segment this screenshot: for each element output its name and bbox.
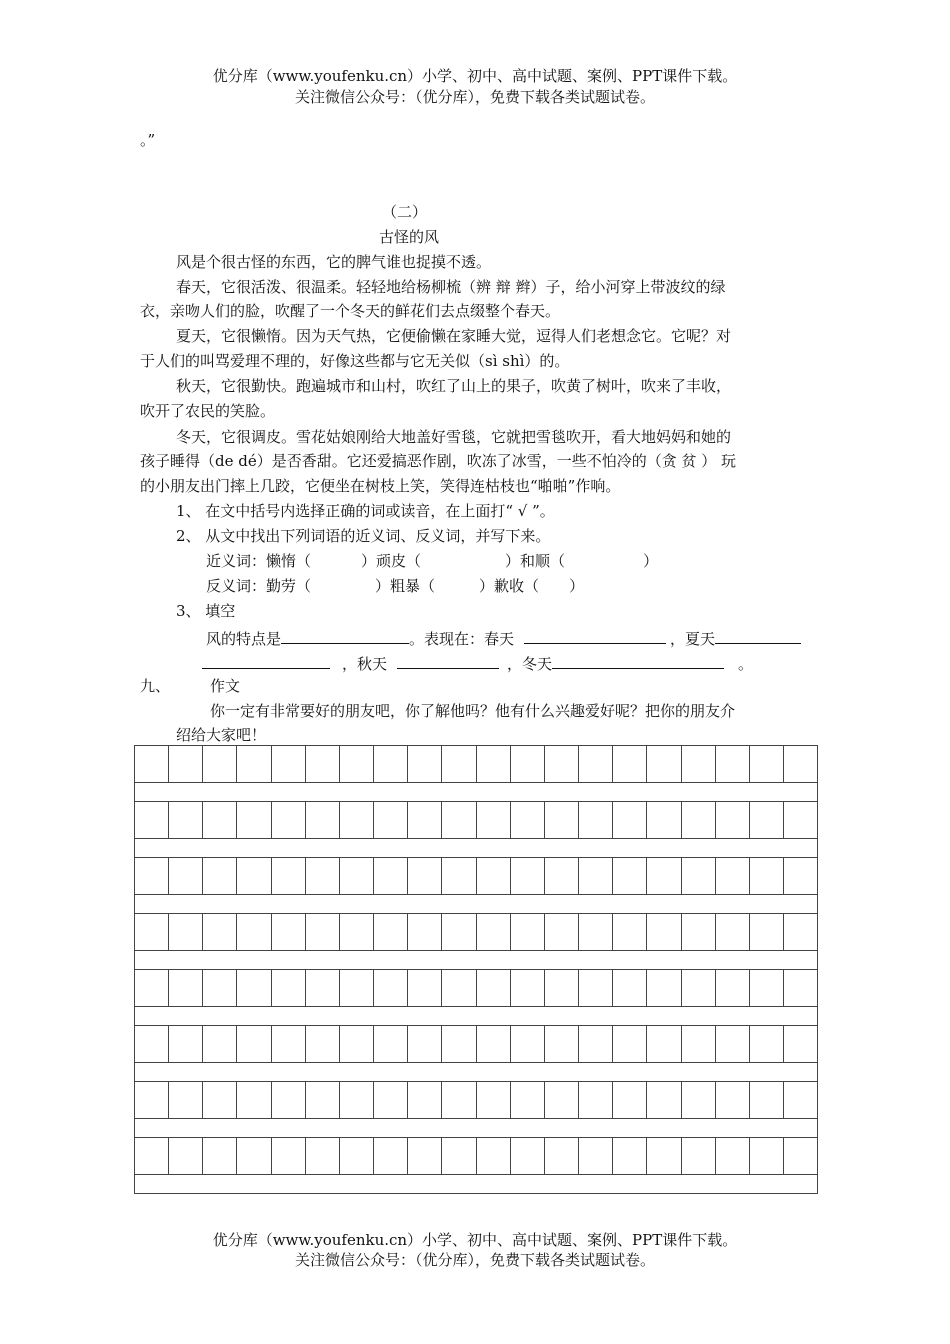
grid-cell[interactable] xyxy=(169,1026,203,1062)
fill-blank-winter[interactable] xyxy=(552,651,724,669)
grid-cell[interactable] xyxy=(272,858,306,894)
grid-cell[interactable] xyxy=(682,914,716,950)
fill-row-1 xyxy=(206,626,801,649)
grid-cell[interactable] xyxy=(374,1138,408,1174)
grid-cell[interactable] xyxy=(272,1026,306,1062)
fill-blank-spring[interactable] xyxy=(524,626,666,644)
grid-cell[interactable] xyxy=(169,746,203,782)
grid-cell[interactable] xyxy=(750,914,784,950)
paragraph-line: 于人们的叫骂爱理不理的，好像这些都与它无关似（sì shì）的。 xyxy=(140,352,570,370)
synonym-row xyxy=(206,551,658,571)
section-number: （二） xyxy=(382,203,428,221)
grid-cell[interactable] xyxy=(750,1138,784,1174)
grid-cell[interactable] xyxy=(647,1026,681,1062)
grid-cell[interactable] xyxy=(682,802,716,838)
grid-cell[interactable] xyxy=(135,858,169,894)
grid-cell[interactable] xyxy=(374,970,408,1006)
grid-row xyxy=(135,1137,817,1174)
fill-text-features: 风的特点是 xyxy=(206,630,282,648)
synonym-word-1: 懒惰（ xyxy=(266,552,312,570)
footer-line-1: 优分库（www.youfenku.cn）小学、初中、高中试题、案例、PPT课件下载。 xyxy=(212,1231,738,1249)
grid-row-gap xyxy=(135,1006,817,1025)
grid-cell[interactable] xyxy=(716,858,750,894)
grid-cell[interactable] xyxy=(306,858,340,894)
grid-cell[interactable] xyxy=(511,858,545,894)
fill-text-end: 。 xyxy=(738,655,754,673)
grid-row xyxy=(135,745,817,782)
grid-cell[interactable] xyxy=(237,1138,271,1174)
paragraph-line: 孩子睡得（de dé）是否香甜。它还爱搞恶作剧，吹冻了冰雪，一些不怕冷的（贪 贫 ） 玩 xyxy=(140,452,737,470)
grid-cell[interactable] xyxy=(203,858,237,894)
antonym-row xyxy=(206,576,584,596)
fill-blank-summer-cont[interactable] xyxy=(202,651,330,669)
grid-cell[interactable] xyxy=(135,746,169,782)
grid-cell[interactable] xyxy=(750,970,784,1006)
grid-cell[interactable] xyxy=(477,970,511,1006)
grid-cell[interactable] xyxy=(442,858,476,894)
grid-cell[interactable] xyxy=(340,1082,374,1118)
grid-cell[interactable] xyxy=(442,802,476,838)
grid-cell[interactable] xyxy=(511,802,545,838)
grid-cell[interactable] xyxy=(682,746,716,782)
grid-cell[interactable] xyxy=(647,746,681,782)
grid-cell[interactable] xyxy=(237,802,271,838)
paragraph-line: 冬天，它很调皮。雪花姑娘刚给大地盖好雪毯，它就把雪毯吹开，看大地妈妈和她的 xyxy=(176,428,732,446)
grid-row xyxy=(135,1025,817,1062)
grid-cell[interactable] xyxy=(203,802,237,838)
grid-cell[interactable] xyxy=(579,858,613,894)
grid-cell[interactable] xyxy=(750,1082,784,1118)
grid-cell[interactable] xyxy=(477,1026,511,1062)
grid-cell[interactable] xyxy=(716,1138,750,1174)
grid-cell[interactable] xyxy=(169,802,203,838)
grid-cell[interactable] xyxy=(545,1082,579,1118)
header-line-2: 关注微信公众号：（优分库），免费下载各类试题试卷。 xyxy=(294,88,655,106)
grid-cell[interactable] xyxy=(647,858,681,894)
grid-cell[interactable] xyxy=(408,858,442,894)
grid-cell[interactable] xyxy=(579,970,613,1006)
writing-grid[interactable] xyxy=(134,745,818,1194)
grid-row-gap xyxy=(135,1174,817,1194)
grid-row-gap xyxy=(135,1062,817,1081)
grid-row-gap xyxy=(135,950,817,969)
grid-cell[interactable] xyxy=(545,1138,579,1174)
grid-cell[interactable] xyxy=(545,1026,579,1062)
grid-row xyxy=(135,1081,817,1118)
header-line-1: 优分库（www.youfenku.cn）小学、初中、高中试题、案例、PPT课件下载。 xyxy=(212,67,738,85)
grid-cell[interactable] xyxy=(613,970,647,1006)
grid-cell[interactable] xyxy=(340,802,374,838)
grid-cell[interactable] xyxy=(374,914,408,950)
grid-cell[interactable] xyxy=(477,802,511,838)
grid-cell[interactable] xyxy=(374,746,408,782)
grid-cell[interactable] xyxy=(237,914,271,950)
grid-cell[interactable] xyxy=(135,802,169,838)
question-3: 3、 填空 xyxy=(176,602,236,620)
grid-cell[interactable] xyxy=(135,1082,169,1118)
paragraph-line: 风是个很古怪的东西，它的脾气谁也捉摸不透。 xyxy=(176,253,492,271)
grid-cell[interactable] xyxy=(579,914,613,950)
grid-cell[interactable] xyxy=(442,1026,476,1062)
paragraph-line: 的小朋友出门摔上几跤，它便坐在树枝上笑，笑得连枯枝也“啪啪”作响。 xyxy=(140,477,621,495)
grid-cell[interactable] xyxy=(237,858,271,894)
grid-cell[interactable] xyxy=(306,802,340,838)
composition-prompt-line-2: 绍给大家吧！ xyxy=(176,726,267,744)
paragraph-line: 衣，亲吻人们的脸，吹醒了一个冬天的鲜花们去点缀整个春天。 xyxy=(140,302,561,320)
grid-cell[interactable] xyxy=(579,1026,613,1062)
grid-cell[interactable] xyxy=(237,1082,271,1118)
grid-cell[interactable] xyxy=(203,1082,237,1118)
grid-row-gap xyxy=(135,838,817,857)
grid-cell[interactable] xyxy=(579,802,613,838)
grid-cell[interactable] xyxy=(135,914,169,950)
grid-cell[interactable] xyxy=(237,1026,271,1062)
grid-cell[interactable] xyxy=(613,1026,647,1062)
fill-blank-summer[interactable] xyxy=(715,626,801,644)
paragraph-line: 夏天，它很懒惰。因为天气热，它便偷懒在家睡大觉，逗得人们老想念它。它呢？对 xyxy=(176,327,732,345)
grid-cell[interactable] xyxy=(135,1138,169,1174)
grid-cell[interactable] xyxy=(374,858,408,894)
grid-cell[interactable] xyxy=(647,914,681,950)
grid-cell[interactable] xyxy=(647,970,681,1006)
antonym-word-1: 勤劳（ xyxy=(266,577,312,595)
grid-cell[interactable] xyxy=(784,914,817,950)
grid-cell[interactable] xyxy=(716,914,750,950)
antonym-end: ） xyxy=(569,577,585,595)
grid-cell[interactable] xyxy=(169,914,203,950)
grid-cell[interactable] xyxy=(272,802,306,838)
grid-cell[interactable] xyxy=(784,1138,817,1174)
grid-cell[interactable] xyxy=(716,746,750,782)
grid-cell[interactable] xyxy=(784,1026,817,1062)
grid-cell[interactable] xyxy=(442,1138,476,1174)
grid-cell[interactable] xyxy=(545,802,579,838)
top-fragment: 。” xyxy=(140,131,156,149)
composition-prompt-line-1: 你一定有非常要好的朋友吧，你了解他吗？他有什么兴趣爱好呢？把你的朋友介 xyxy=(210,702,736,720)
grid-cell[interactable] xyxy=(237,746,271,782)
grid-cell[interactable] xyxy=(203,914,237,950)
paragraph-line: 秋天，它很勤快。跑遍城市和山村，吹红了山上的果子，吹黄了树叶，吹来了丰收， xyxy=(176,377,732,395)
grid-cell[interactable] xyxy=(272,970,306,1006)
grid-cell[interactable] xyxy=(374,802,408,838)
grid-cell[interactable] xyxy=(545,914,579,950)
grid-cell[interactable] xyxy=(545,746,579,782)
grid-cell[interactable] xyxy=(340,1138,374,1174)
grid-cell[interactable] xyxy=(750,746,784,782)
grid-cell[interactable] xyxy=(613,1082,647,1118)
grid-cell[interactable] xyxy=(374,1026,408,1062)
grid-cell[interactable] xyxy=(135,1026,169,1062)
grid-cell[interactable] xyxy=(545,858,579,894)
grid-cell[interactable] xyxy=(203,746,237,782)
grid-cell[interactable] xyxy=(408,914,442,950)
grid-cell[interactable] xyxy=(340,970,374,1006)
synonym-word-2: ）顽皮（ xyxy=(361,552,422,570)
grid-cell[interactable] xyxy=(716,802,750,838)
grid-cell[interactable] xyxy=(613,802,647,838)
grid-cell[interactable] xyxy=(408,802,442,838)
question-1: 1、 在文中括号内选择正确的词或读音，在上面打“ √ ”。 xyxy=(176,502,555,520)
grid-cell[interactable] xyxy=(272,1082,306,1118)
question-2: 2、 从文中找出下列词语的近义词、反义词，并写下来。 xyxy=(176,527,551,545)
grid-cell[interactable] xyxy=(340,858,374,894)
grid-cell[interactable] xyxy=(613,746,647,782)
synonym-label: 近义词： xyxy=(206,552,267,570)
grid-cell[interactable] xyxy=(511,970,545,1006)
paragraph-line: 春天，它很活泼、很温柔。轻轻地给杨柳梳（辨 辩 辫）子，给小河穿上带波纹的绿 xyxy=(176,278,726,296)
grid-cell[interactable] xyxy=(647,1138,681,1174)
grid-cell[interactable] xyxy=(511,1026,545,1062)
fill-text-autumn: ，秋天 xyxy=(342,655,388,673)
grid-cell[interactable] xyxy=(511,1082,545,1118)
grid-cell[interactable] xyxy=(647,802,681,838)
grid-cell[interactable] xyxy=(579,746,613,782)
grid-cell[interactable] xyxy=(203,970,237,1006)
grid-cell[interactable] xyxy=(306,1026,340,1062)
grid-cell[interactable] xyxy=(408,1082,442,1118)
grid-cell[interactable] xyxy=(272,914,306,950)
grid-cell[interactable] xyxy=(442,746,476,782)
grid-cell[interactable] xyxy=(613,914,647,950)
grid-cell[interactable] xyxy=(272,1138,306,1174)
grid-cell[interactable] xyxy=(784,970,817,1006)
grid-cell[interactable] xyxy=(784,858,817,894)
grid-cell[interactable] xyxy=(408,1138,442,1174)
grid-cell[interactable] xyxy=(716,1026,750,1062)
grid-cell[interactable] xyxy=(442,1082,476,1118)
grid-cell[interactable] xyxy=(306,970,340,1006)
grid-cell[interactable] xyxy=(442,970,476,1006)
grid-cell[interactable] xyxy=(682,1082,716,1118)
fill-text-winter: ，冬天 xyxy=(507,655,553,673)
grid-cell[interactable] xyxy=(340,746,374,782)
grid-cell[interactable] xyxy=(306,1082,340,1118)
grid-cell[interactable] xyxy=(750,1026,784,1062)
grid-cell[interactable] xyxy=(511,746,545,782)
grid-cell[interactable] xyxy=(784,1082,817,1118)
grid-cell[interactable] xyxy=(169,1138,203,1174)
grid-cell[interactable] xyxy=(579,1082,613,1118)
fill-text-summer: ，夏天 xyxy=(670,630,716,648)
grid-cell[interactable] xyxy=(169,970,203,1006)
grid-cell[interactable] xyxy=(169,1082,203,1118)
grid-cell[interactable] xyxy=(647,1082,681,1118)
grid-cell[interactable] xyxy=(511,914,545,950)
grid-cell[interactable] xyxy=(340,914,374,950)
grid-cell[interactable] xyxy=(340,1026,374,1062)
fill-row-2 xyxy=(202,651,753,674)
grid-cell[interactable] xyxy=(477,914,511,950)
grid-cell[interactable] xyxy=(511,1138,545,1174)
grid-cell[interactable] xyxy=(477,746,511,782)
composition-number: 九、 xyxy=(140,677,171,695)
grid-cell[interactable] xyxy=(579,1138,613,1174)
grid-cell[interactable] xyxy=(272,746,306,782)
grid-cell[interactable] xyxy=(750,802,784,838)
fill-blank-autumn[interactable] xyxy=(397,651,499,669)
grid-cell[interactable] xyxy=(613,858,647,894)
grid-cell[interactable] xyxy=(408,1026,442,1062)
grid-cell[interactable] xyxy=(750,858,784,894)
grid-cell[interactable] xyxy=(784,746,817,782)
grid-row xyxy=(135,801,817,838)
grid-cell[interactable] xyxy=(237,970,271,1006)
grid-cell[interactable] xyxy=(477,858,511,894)
grid-cell[interactable] xyxy=(306,746,340,782)
grid-cell[interactable] xyxy=(682,858,716,894)
grid-cell[interactable] xyxy=(613,1138,647,1174)
footer-line-2: 关注微信公众号：（优分库），免费下载各类试题试卷。 xyxy=(294,1251,655,1269)
grid-cell[interactable] xyxy=(682,1026,716,1062)
antonym-label: 反义词： xyxy=(206,577,267,595)
antonym-word-2: ）粗暴（ xyxy=(375,577,436,595)
paragraph-line: 吹开了农民的笑脸。 xyxy=(140,402,276,420)
grid-cell[interactable] xyxy=(545,970,579,1006)
grid-cell[interactable] xyxy=(135,970,169,1006)
grid-cell[interactable] xyxy=(203,1026,237,1062)
grid-row-gap xyxy=(135,894,817,913)
fill-blank-features[interactable] xyxy=(281,626,409,644)
grid-cell[interactable] xyxy=(477,1138,511,1174)
grid-cell[interactable] xyxy=(784,802,817,838)
grid-row xyxy=(135,969,817,1006)
section-title: 古怪的风 xyxy=(379,228,440,246)
antonym-word-3: ）歉收（ xyxy=(479,577,540,595)
grid-cell[interactable] xyxy=(442,914,476,950)
grid-cell[interactable] xyxy=(682,1138,716,1174)
grid-cell[interactable] xyxy=(408,970,442,1006)
grid-cell[interactable] xyxy=(169,858,203,894)
synonym-word-3: ）和顺（ xyxy=(505,552,566,570)
composition-title: 作文 xyxy=(210,677,241,695)
grid-cell[interactable] xyxy=(477,1082,511,1118)
grid-row xyxy=(135,857,817,894)
grid-row xyxy=(135,913,817,950)
grid-cell[interactable] xyxy=(374,1082,408,1118)
grid-row-gap xyxy=(135,782,817,801)
grid-cell[interactable] xyxy=(203,1138,237,1174)
fill-text-spring: 。表现在：春天 xyxy=(409,630,515,648)
grid-cell[interactable] xyxy=(306,1138,340,1174)
grid-cell[interactable] xyxy=(306,914,340,950)
grid-cell[interactable] xyxy=(682,970,716,1006)
grid-cell[interactable] xyxy=(716,970,750,1006)
grid-cell[interactable] xyxy=(408,746,442,782)
grid-cell[interactable] xyxy=(716,1082,750,1118)
synonym-end: ） xyxy=(643,552,659,570)
grid-row-gap xyxy=(135,1118,817,1137)
